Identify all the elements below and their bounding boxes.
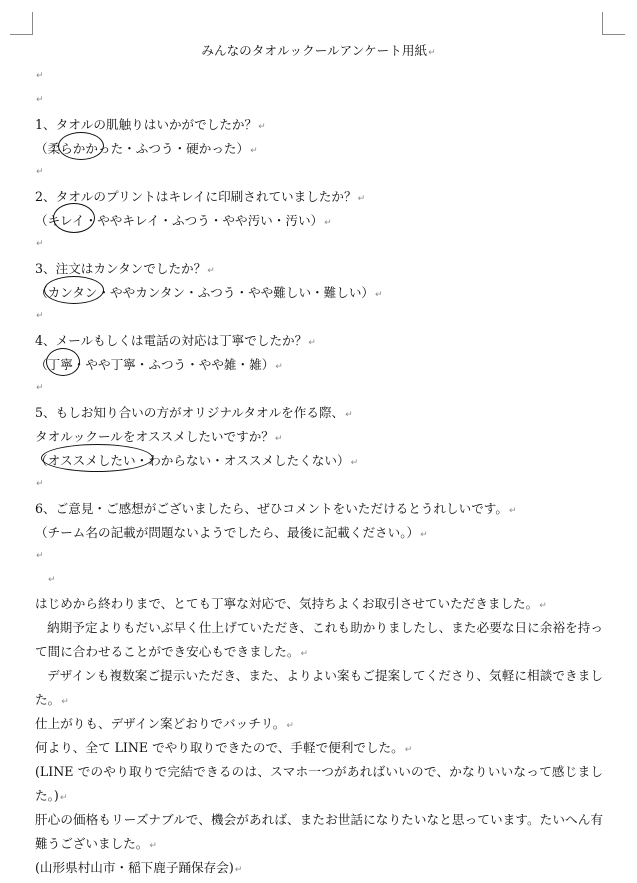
question-5-line-1: 5、もしお知り合いの方がオリジナルタオルを作る際、↵	[35, 405, 353, 420]
team-name: (山形県村山市・稲下鹿子踊保存会)↵	[35, 860, 243, 875]
comment-paragraph: 納期予定よりもだいぶ早く仕上げていただき、これも助かりましたし、また必要な日に余裕を持って間に合わせることができ安心もできました。↵	[35, 620, 603, 659]
question-2: 2、タオルのプリントはキレイに印刷されていましたか？↵	[35, 189, 366, 204]
empty-paragraph: ↵	[36, 311, 44, 321]
empty-paragraph: ↵	[36, 167, 44, 177]
question-5-line-2: タオルックールをオススメしたいですか？↵	[35, 429, 283, 444]
comment-paragraph: 肝心の価格もリーズナブルで、機会があれば、またお世話になりたいなと思っています。たいへん有難うございました。↵	[35, 812, 603, 851]
document-title: みんなのタオルックールアンケート用紙↵	[201, 43, 436, 58]
question-1: 1、タオルの肌触りはいかがでしたか？↵	[35, 117, 266, 132]
empty-paragraph: ↵	[36, 551, 44, 561]
comment-paragraph: 仕上がりも、デザイン案どおりでバッチリ。↵	[35, 716, 294, 731]
comment-paragraph: (LINE でのやり取りで完結できるのは、スマホ一つがあればいいので、かなりいいなって感じました。)↵	[35, 764, 603, 803]
question-3: 3、注文はカンタンでしたか？↵	[35, 261, 215, 276]
question-1-options: （柔らかかった・ふつう・硬かった）↵	[35, 141, 258, 156]
question-3-options: （カンタン・ややカンタン・ふつう・やや難しい・難しい）↵	[35, 285, 383, 300]
crop-mark-top-right	[602, 12, 625, 35]
question-4-options: （丁寧・やや丁寧・ふつう・やや雑・雑）↵	[35, 357, 283, 372]
empty-paragraph: ↵	[36, 383, 44, 393]
comment-paragraph: 何より、全て LINE でやり取りできたので、手軽で便利でした。↵	[35, 740, 413, 755]
empty-paragraph: ↵	[36, 95, 44, 105]
question-6-note: （チーム名の記載が問題ないようでしたら、最後に記載ください。）↵	[35, 525, 428, 540]
empty-paragraph: ↵	[36, 479, 44, 489]
crop-mark-top-left	[10, 12, 33, 35]
question-2-options: （キレイ・ややキレイ・ふつう・やや汚い・汚い）↵	[35, 213, 332, 228]
question-6: 6、ご意見・ご感想がございましたら、ぜひコメントをいただけるとうれしいです。↵	[35, 501, 517, 516]
question-4: 4、メールもしくは電話の対応は丁寧でしたか？↵	[35, 333, 316, 348]
question-5-options: （オススメしたい・わからない・オススメしたくない）↵	[35, 453, 359, 468]
empty-paragraph: ↵	[36, 71, 44, 81]
empty-paragraph: ↵	[36, 239, 44, 249]
empty-paragraph: ↵	[48, 575, 56, 585]
comment-paragraph: デザインも複数案ご提示いただき、また、よりよい案もご提案してくださり、気軽に相談できました。↵	[35, 668, 603, 707]
comment-paragraph: はじめから終わりまで、とても丁寧な対応で、気持ちよくお取引させていただきました。↵	[35, 596, 547, 611]
